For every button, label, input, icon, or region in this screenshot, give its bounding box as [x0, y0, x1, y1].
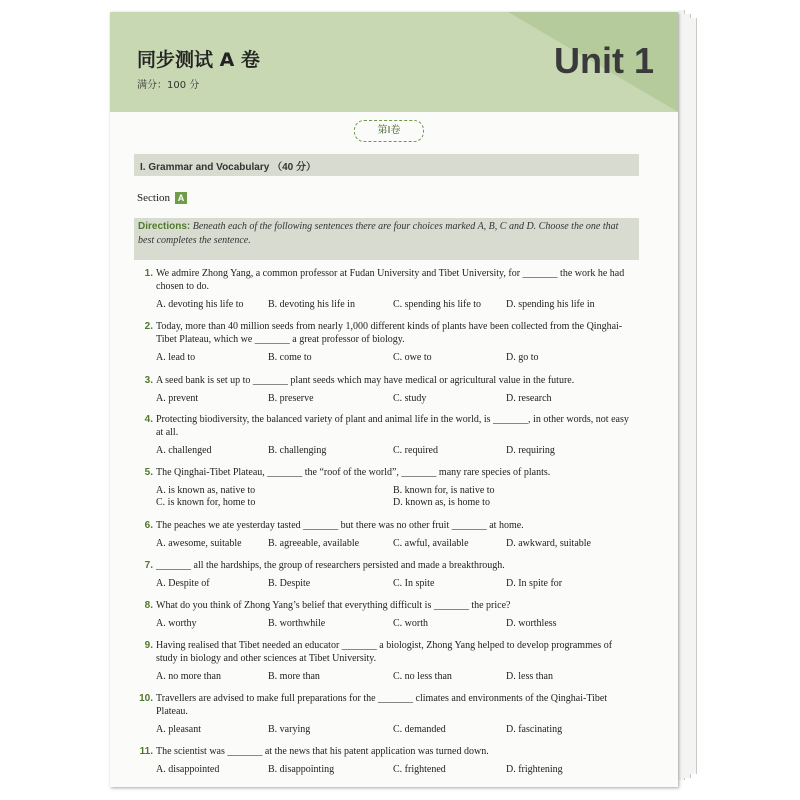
section-badge: A — [175, 192, 188, 204]
question-number: 1. — [144, 268, 153, 279]
answer-options — [156, 484, 633, 510]
option-d[interactable]: D. go to — [506, 352, 539, 363]
option-b[interactable]: B. known for, is native to — [393, 485, 495, 496]
option-a[interactable]: A. pleasant — [156, 724, 201, 735]
question-stem — [137, 559, 633, 572]
option-b[interactable]: B. agreeable, available — [268, 538, 360, 549]
option-d[interactable]: D. research — [506, 393, 552, 404]
answer-options — [156, 577, 633, 590]
question-stem — [137, 267, 633, 293]
option-a[interactable]: A. awesome, suitable — [156, 538, 242, 549]
section-title: I. Grammar and Vocabulary （40 分） — [140, 162, 316, 173]
option-b[interactable]: B. preserve — [268, 393, 314, 404]
worksheet-page — [110, 12, 678, 787]
question-stem — [137, 599, 633, 612]
option-a[interactable]: A. lead to — [156, 352, 196, 363]
question-number: 10. — [139, 693, 153, 704]
question-text: Protecting biodiversity, the balanced variety of plant and animal life in the world, is _______, in other words, not easy at all. — [156, 414, 629, 438]
option-b[interactable]: B. disappointing — [268, 764, 335, 775]
answer-options — [156, 763, 633, 776]
answer-options — [156, 351, 633, 364]
option-c[interactable]: C. In spite — [393, 578, 435, 589]
question-number: 7. — [144, 560, 153, 571]
option-a[interactable]: A. worthy — [156, 618, 197, 629]
option-d[interactable]: D. less than — [506, 671, 553, 682]
option-d[interactable]: D. known as, is home to — [393, 497, 490, 508]
option-b[interactable]: B. come to — [268, 352, 312, 363]
option-b[interactable]: B. devoting his life in — [268, 299, 355, 310]
option-c[interactable]: C. worth — [393, 618, 428, 629]
option-b[interactable]: B. worthwhile — [268, 618, 326, 629]
directions-box — [134, 218, 639, 260]
full-score: 满分：100 分 — [137, 80, 200, 91]
question — [137, 639, 633, 683]
answer-options — [156, 298, 633, 311]
question-number: 8. — [144, 600, 153, 611]
question-number: 11. — [139, 746, 153, 757]
answer-options — [156, 723, 633, 736]
option-c[interactable]: C. frightened — [393, 764, 446, 775]
question-text: What do you think of Zhong Yang’s belief that everything difficult is _______ the price? — [156, 600, 511, 611]
answer-options — [156, 670, 633, 683]
page-stack-edge — [690, 18, 697, 774]
option-b[interactable]: B. more than — [268, 671, 320, 682]
option-c[interactable]: C. spending his life to — [393, 299, 482, 310]
question-number: 3. — [144, 375, 153, 386]
option-a[interactable]: A. Despite of — [156, 578, 210, 589]
option-d[interactable]: D. spending his life in — [506, 299, 595, 310]
question-text: The peaches we ate yesterday tasted _______ but there was no other fruit _______ at home. — [156, 520, 524, 531]
question-text: A seed bank is set up to _______ plant seeds which may have medical or agricultural value in the future. — [156, 375, 575, 386]
option-c[interactable]: C. owe to — [393, 352, 432, 363]
question — [137, 267, 633, 311]
question-stem — [137, 466, 633, 479]
question — [137, 374, 633, 405]
question-text: We admire Zhong Yang, a common professor at Fudan University and Tibet University, for _______ the work he had chosen to do. — [156, 268, 625, 292]
question-stem — [137, 639, 633, 665]
page-header — [110, 12, 678, 112]
question-stem — [137, 413, 633, 439]
question — [137, 519, 633, 550]
question — [137, 692, 633, 736]
option-c[interactable]: C. required — [393, 445, 438, 456]
answer-options — [156, 392, 633, 405]
question — [137, 559, 633, 590]
volume-label: 第I卷 — [354, 120, 424, 142]
question-number: 6. — [144, 520, 153, 531]
test-title: 同步测试 A 卷 — [137, 49, 260, 71]
question-number: 2. — [144, 321, 153, 332]
option-a[interactable]: A. is known as, native to — [156, 485, 256, 496]
option-c[interactable]: C. no less than — [393, 671, 452, 682]
question-text: Travellers are advised to make full preparations for the _______ climates and environments of the Qinghai-Tibet Plateau. — [156, 693, 608, 717]
option-a[interactable]: A. challenged — [156, 445, 212, 456]
option-a[interactable]: A. devoting his life to — [156, 299, 244, 310]
option-c[interactable]: C. demanded — [393, 724, 446, 735]
option-d[interactable]: D. In spite for — [506, 578, 563, 589]
section-label-text: Section — [137, 192, 170, 204]
answer-options — [156, 617, 633, 630]
question-stem — [137, 692, 633, 718]
question-stem — [137, 320, 633, 346]
option-a[interactable]: A. disappointed — [156, 764, 220, 775]
directions-text: Beneath each of the following sentences there are four choices marked A, B, C and D. Choose the one that best completes the sentence. — [138, 221, 619, 246]
option-c[interactable]: C. is known for, home to — [156, 497, 256, 508]
option-b[interactable]: B. challenging — [268, 445, 327, 456]
question-number: 4. — [144, 414, 153, 425]
answer-options — [156, 537, 633, 550]
section-label — [137, 192, 187, 204]
question — [137, 745, 633, 776]
question — [137, 413, 633, 457]
option-b[interactable]: B. varying — [268, 724, 311, 735]
option-d[interactable]: D. fascinating — [506, 724, 563, 735]
question — [137, 320, 633, 364]
question — [137, 466, 633, 510]
section-bar — [134, 154, 639, 176]
answer-options — [156, 444, 633, 457]
question-number: 9. — [144, 640, 153, 651]
option-d[interactable]: D. worthless — [506, 618, 557, 629]
option-d[interactable]: D. requiring — [506, 445, 555, 456]
option-b[interactable]: B. Despite — [268, 578, 311, 589]
unit-label: Unit 1 — [553, 40, 654, 81]
question-text: Today, more than 40 million seeds from nearly 1,000 different kinds of plants have been collected from the Qinghai-Tibet Plateau, which we _______ a great professor of biology. — [156, 321, 623, 345]
option-c[interactable]: C. awful, available — [393, 538, 469, 549]
option-a[interactable]: A. prevent — [156, 393, 199, 404]
option-d[interactable]: D. frightening — [506, 764, 563, 775]
question — [137, 599, 633, 630]
question-stem — [137, 745, 633, 758]
question-text: _______ all the hardships, the group of researchers persisted and made a breakthrough. — [156, 560, 505, 571]
option-d[interactable]: D. awkward, suitable — [506, 538, 591, 549]
question-stem — [137, 519, 633, 532]
question-text: Having realised that Tibet needed an educator _______ a biologist, Zhong Yang helped to develop programmes of study in biology and other sciences at Tibet University. — [156, 640, 613, 664]
question-number: 5. — [144, 467, 153, 478]
question-text: The scientist was _______ at the news that his patent application was turned down. — [156, 746, 489, 757]
question-stem — [137, 374, 633, 387]
directions-label: Directions: — [138, 221, 191, 232]
question-text: The Qinghai-Tibet Plateau, _______ the “roof of the world”, _______ many rare species of plants. — [156, 467, 551, 478]
option-a[interactable]: A. no more than — [156, 671, 221, 682]
option-c[interactable]: C. study — [393, 393, 427, 404]
